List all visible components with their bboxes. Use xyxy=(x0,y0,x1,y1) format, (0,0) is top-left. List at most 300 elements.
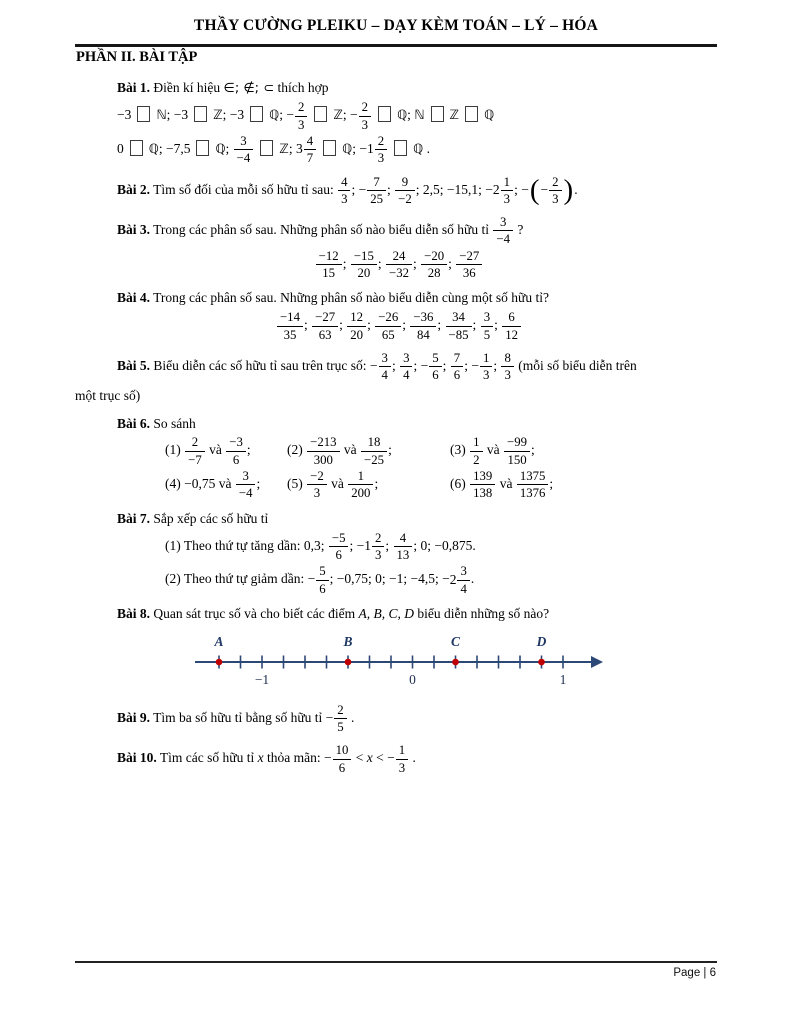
text: ; xyxy=(442,357,450,373)
fraction xyxy=(372,531,384,563)
number-set-symbol: ℚ xyxy=(484,108,495,124)
fraction xyxy=(502,310,521,342)
fraction-numerator: −26 xyxy=(375,310,401,326)
fraction-numerator: 3 xyxy=(400,351,412,367)
fraction xyxy=(316,564,328,596)
number-set-symbol: ℤ xyxy=(333,108,343,124)
text: (3) xyxy=(450,442,470,458)
number-set-symbol: ℕ xyxy=(156,108,167,124)
comparison-item xyxy=(287,435,450,467)
text: ; − xyxy=(464,357,479,373)
fraction-denominator: −32 xyxy=(388,266,409,281)
text: Trong các phân số sau. Những phân số nào biểu diễn số hữu tỉ xyxy=(150,222,493,238)
axis-arrowhead xyxy=(591,656,603,668)
text: ; xyxy=(493,357,501,373)
comparison-item xyxy=(165,435,287,467)
answer-box xyxy=(260,140,273,156)
number-set-symbol: ℕ xyxy=(414,108,425,124)
text: (4) −0,75 và xyxy=(165,476,235,492)
fraction-numerator: 34 xyxy=(446,310,472,326)
fraction-numerator: 5 xyxy=(316,564,328,580)
number-set-symbol: ℚ xyxy=(397,108,408,124)
exercise-bai-10 xyxy=(75,743,723,775)
text: ; 2,5; −15,1; − xyxy=(415,181,493,197)
answer-box xyxy=(137,106,150,122)
fraction xyxy=(316,249,342,281)
text: thích hợp xyxy=(274,80,329,95)
fraction-denominator: 3 xyxy=(341,191,348,206)
fraction-numerator: 1 xyxy=(396,743,408,759)
fraction-numerator: 10 xyxy=(333,743,352,759)
fraction-denominator: 7 xyxy=(306,151,314,166)
exercise-line xyxy=(75,510,723,529)
exercise-label: Bài 10. xyxy=(117,750,157,766)
fraction-denominator: 4 xyxy=(460,581,467,596)
fraction-denominator: 63 xyxy=(318,327,332,342)
fraction-numerator: 3 xyxy=(234,134,254,150)
text: 0 xyxy=(117,140,124,156)
fraction-denominator: 150 xyxy=(507,452,527,467)
text: và xyxy=(340,442,361,458)
fraction xyxy=(347,310,366,342)
document-header-title: THẦY CƯỜNG PLEIKU – DẠY KÈM TOÁN – LÝ – HÓA xyxy=(193,17,599,34)
fraction-denominator: 3 xyxy=(374,547,382,562)
fraction-denominator: −7 xyxy=(188,452,202,467)
fraction xyxy=(457,564,469,596)
fraction xyxy=(501,175,513,207)
mixed-whole: 2 xyxy=(492,181,500,197)
text: (1) xyxy=(165,442,185,458)
text: (6) xyxy=(450,476,470,492)
fraction-numerator: 2 xyxy=(375,134,387,150)
answer-box xyxy=(431,106,444,122)
fraction-denominator: 6 xyxy=(432,368,439,383)
exercise-label: Bài 6. xyxy=(117,415,151,431)
mixed-whole: 1 xyxy=(364,538,371,554)
text: ; xyxy=(256,476,261,492)
mixed-whole: 1 xyxy=(366,141,374,157)
fraction-denominator: 3 xyxy=(313,486,321,501)
fraction-denominator: 4 xyxy=(381,368,388,383)
fraction-denominator: 35 xyxy=(283,327,297,342)
point-label: A xyxy=(214,633,224,649)
text: ; xyxy=(339,317,347,333)
text: và xyxy=(496,476,516,492)
exercise-bai-3 xyxy=(75,215,723,280)
point-label: D xyxy=(536,633,547,649)
text: ? xyxy=(514,222,524,238)
number-set-symbol: ℚ xyxy=(413,141,424,157)
exercise-bai-4 xyxy=(75,289,723,342)
text: biểu diễn những số nào? xyxy=(413,605,550,621)
fraction-numerator: 3 xyxy=(481,310,493,326)
mixed-number xyxy=(296,134,317,166)
fraction-numerator: 24 xyxy=(386,249,412,265)
text: một trục số) xyxy=(75,387,141,403)
fraction-numerator: 2 xyxy=(185,435,205,451)
fraction-denominator: 3 xyxy=(552,191,559,206)
comparison-item xyxy=(450,469,553,501)
fraction-denominator: 2 xyxy=(473,452,480,467)
text: ; −3 xyxy=(166,107,189,123)
fraction-denominator: 6 xyxy=(232,452,240,467)
fraction-denominator: 65 xyxy=(381,327,395,342)
exercise-label: Bài 9. xyxy=(117,709,151,725)
exercise-line xyxy=(75,743,723,775)
text: − xyxy=(540,181,549,197)
text: (2) Theo thứ tự giảm dần: − xyxy=(165,571,316,587)
big-paren: ( xyxy=(529,174,540,207)
text: ; xyxy=(407,107,415,123)
fraction-denominator: 3 xyxy=(503,191,511,206)
text: ; xyxy=(472,317,480,333)
fraction-numerator: −27 xyxy=(312,310,338,326)
mixed-number xyxy=(364,531,385,563)
answer-box xyxy=(130,140,143,156)
text: ; xyxy=(531,442,535,458)
exercise-list xyxy=(75,70,723,775)
number-set-symbol: ℚ xyxy=(215,141,226,157)
exercise-line xyxy=(75,605,723,624)
fraction-numerator: 8 xyxy=(501,351,513,367)
fraction xyxy=(481,310,493,342)
fraction xyxy=(307,469,327,501)
fraction-denominator: 84 xyxy=(416,327,430,342)
fraction xyxy=(375,134,387,166)
exercise-line xyxy=(75,531,723,563)
exercise-line xyxy=(75,564,723,596)
text: . xyxy=(470,571,475,587)
text: ; − xyxy=(351,181,367,197)
number-set-symbol: ℤ xyxy=(279,141,289,157)
text: ; −3 xyxy=(222,107,245,123)
fraction-numerator: 139 xyxy=(470,469,495,485)
exercise-bai-7 xyxy=(75,510,723,596)
fraction xyxy=(226,435,246,467)
text: và xyxy=(483,442,504,458)
text: ; xyxy=(387,181,395,197)
fraction xyxy=(329,531,349,563)
text: (5) xyxy=(287,476,307,492)
answer-box xyxy=(378,106,391,122)
fraction xyxy=(351,249,377,281)
fraction xyxy=(312,310,338,342)
exercise-label: Bài 1. xyxy=(117,80,151,95)
fraction-numerator: 9 xyxy=(395,175,415,191)
exercise-line xyxy=(75,435,723,467)
fraction-numerator: −20 xyxy=(421,249,447,265)
text: So sánh xyxy=(150,415,196,431)
text: < xyxy=(352,750,367,766)
fraction-numerator: −27 xyxy=(456,249,482,265)
fraction xyxy=(367,175,386,207)
text: ; − xyxy=(342,107,358,123)
fraction-numerator: 7 xyxy=(367,175,386,191)
fraction-denominator: 3 xyxy=(504,368,511,383)
fraction-denominator: −4 xyxy=(236,151,251,166)
fraction xyxy=(456,249,482,281)
fraction-numerator: 6 xyxy=(502,310,521,326)
answer-box xyxy=(250,106,263,122)
math-variable: x xyxy=(366,750,373,766)
number-set-symbol: ℤ xyxy=(213,108,223,124)
point-dot xyxy=(345,659,352,666)
fraction-denominator: 138 xyxy=(473,486,493,501)
fraction-numerator: 1 xyxy=(480,351,492,367)
text: Biểu diễn các số hữu tỉ sau trên trục số: − xyxy=(150,357,378,373)
fraction-numerator: 4 xyxy=(394,531,413,547)
fraction-denominator: 25 xyxy=(370,191,384,206)
fraction xyxy=(446,310,472,342)
fraction xyxy=(234,134,254,166)
fraction xyxy=(236,469,256,501)
fraction xyxy=(470,469,495,501)
fraction-numerator: −3 xyxy=(226,435,246,451)
fraction-numerator: −2 xyxy=(307,469,327,485)
fraction-denominator: 5 xyxy=(337,720,344,735)
number-set-symbol: ℚ xyxy=(148,141,159,157)
text: ; − xyxy=(514,181,529,197)
fraction-numerator: 2 xyxy=(359,100,371,116)
math-variable: A, B, C, D xyxy=(358,605,414,621)
fraction-numerator: 1 xyxy=(348,469,373,485)
math-variable: x xyxy=(257,750,264,766)
fraction xyxy=(334,703,346,735)
fraction-numerator: 4 xyxy=(304,134,316,150)
mixed-number xyxy=(450,564,471,596)
exercise-bai-9 xyxy=(75,703,723,735)
axis-label: 0 xyxy=(409,671,416,687)
answer-box xyxy=(465,106,478,122)
text: ; xyxy=(437,317,445,333)
answer-box xyxy=(323,140,336,156)
text: . xyxy=(347,709,355,725)
axis-label: 1 xyxy=(559,671,567,687)
fraction-denominator: 1376 xyxy=(519,486,546,501)
fraction xyxy=(338,175,350,207)
text: ; xyxy=(377,255,385,271)
exercise-line xyxy=(75,387,723,406)
fraction-numerator: −12 xyxy=(316,249,342,265)
text: Điền kí hiệu xyxy=(150,80,224,95)
fraction xyxy=(480,351,492,383)
text: ; xyxy=(225,140,233,156)
text: ; − xyxy=(352,140,367,156)
fraction xyxy=(379,351,391,383)
fraction-denominator: 300 xyxy=(313,452,333,467)
text: ; xyxy=(288,140,296,156)
fraction-denominator: −4 xyxy=(238,486,253,501)
exercise-line xyxy=(75,215,723,247)
exercise-line xyxy=(75,415,723,434)
fraction xyxy=(549,175,561,207)
number-set-symbol: ℚ xyxy=(269,108,280,124)
text: ; xyxy=(494,317,502,333)
fraction xyxy=(493,215,513,247)
exercise-line xyxy=(75,79,723,98)
big-paren: ) xyxy=(563,174,574,207)
fraction xyxy=(394,531,413,563)
fraction xyxy=(501,351,513,383)
fraction xyxy=(386,249,412,281)
exercise-label: Bài 4. xyxy=(117,290,151,306)
point-dot xyxy=(216,659,223,666)
fraction xyxy=(429,351,441,383)
fraction xyxy=(333,743,352,775)
exercise-line xyxy=(75,310,723,342)
fraction-numerator: 1375 xyxy=(517,469,549,485)
exercise-label: Bài 3. xyxy=(117,222,151,238)
fraction-numerator: 3 xyxy=(493,215,513,231)
fraction-numerator: −15 xyxy=(351,249,377,265)
fraction-numerator: −99 xyxy=(504,435,530,451)
fraction xyxy=(504,435,530,467)
exercise-line xyxy=(75,100,723,132)
axis-label: −1 xyxy=(254,671,270,687)
exercise-line xyxy=(75,249,723,281)
fraction xyxy=(375,310,401,342)
comparison-item xyxy=(165,469,287,501)
comparison-item xyxy=(287,469,450,501)
exercise-label: Bài 2. xyxy=(117,181,151,197)
answer-box xyxy=(194,106,207,122)
fraction-denominator: 3 xyxy=(297,117,305,132)
fraction-denominator: 3 xyxy=(398,760,406,775)
fraction-numerator: 2 xyxy=(295,100,307,116)
text: ; − xyxy=(279,107,294,123)
exercise-line xyxy=(75,703,723,735)
fraction-numerator: −213 xyxy=(307,435,339,451)
mixed-whole: 2 xyxy=(449,571,457,587)
text: ; xyxy=(385,537,393,553)
exercise-bai-5 xyxy=(75,351,723,406)
fraction-numerator: 4 xyxy=(338,175,350,191)
point-dot xyxy=(538,659,545,666)
text: Tìm ba số hữu tỉ bằng số hữu tỉ − xyxy=(150,709,334,725)
text: ; −0,75; 0; −1; −4,5; − xyxy=(329,571,450,587)
exercise-line xyxy=(75,175,723,207)
fraction-denominator: 3 xyxy=(361,117,369,132)
text: ; xyxy=(246,442,251,458)
fraction xyxy=(410,310,436,342)
text: ; xyxy=(374,476,379,492)
mixed-whole: 3 xyxy=(295,141,303,157)
fraction-numerator: 18 xyxy=(361,435,387,451)
fraction xyxy=(348,469,373,501)
text: ; xyxy=(413,255,421,271)
text: ; xyxy=(402,317,410,333)
exercise-line xyxy=(75,351,723,383)
text: Sắp xếp các số hữu tỉ xyxy=(150,510,269,526)
fraction xyxy=(396,743,408,775)
point-dot xyxy=(452,659,459,666)
text: (mỗi số biểu diễn trên xyxy=(514,357,637,373)
fraction-denominator: 12 xyxy=(505,327,519,342)
fraction xyxy=(470,435,482,467)
fraction xyxy=(395,175,415,207)
fraction-numerator: −36 xyxy=(410,310,436,326)
fraction-numerator: 2 xyxy=(334,703,346,719)
mixed-number xyxy=(367,134,388,166)
exercise-bai-8 xyxy=(75,605,723,694)
fraction-denominator: −2 xyxy=(398,191,412,206)
fraction-denominator: 20 xyxy=(350,327,364,342)
exercise-line xyxy=(195,632,723,694)
fraction-denominator: 6 xyxy=(319,581,326,596)
fraction-denominator: 6 xyxy=(453,368,461,383)
fraction xyxy=(359,100,371,132)
text: thỏa mãn: − xyxy=(263,750,332,766)
fraction xyxy=(295,100,307,132)
header-rule xyxy=(75,44,717,47)
fraction-denominator: −25 xyxy=(364,452,385,467)
number-set-symbol: ℤ xyxy=(449,108,460,124)
math-symbols: ∈; ∉; ⊂ xyxy=(223,81,275,96)
text: −3 xyxy=(117,107,132,123)
text: . xyxy=(409,750,416,766)
text: ; − xyxy=(413,357,429,373)
text: Trong các phân số sau. Những phân số nào biểu diễn cùng một số hữu tỉ? xyxy=(150,290,549,306)
section-title: PHẦN II. BÀI TẬP xyxy=(76,49,198,65)
text: ; xyxy=(388,442,392,458)
text: Tìm số đối của mỗi số hữu tỉ sau: xyxy=(150,181,338,197)
fraction-denominator: 20 xyxy=(357,266,371,281)
point-label: C xyxy=(450,633,461,649)
text: Quan sát trục số và cho biết các điểm xyxy=(150,605,359,621)
fraction-denominator: 6 xyxy=(335,547,342,562)
fraction-numerator: 7 xyxy=(451,351,463,367)
fraction-numerator: 5 xyxy=(429,351,441,367)
text: Tìm các số hữu tỉ xyxy=(156,750,258,766)
text: ; xyxy=(549,476,554,492)
fraction-numerator: 3 xyxy=(457,564,469,580)
text: ; xyxy=(342,255,350,271)
fraction xyxy=(421,249,447,281)
text: ; xyxy=(303,317,312,333)
fraction-denominator: 3 xyxy=(482,368,490,383)
exercise-bai-1 xyxy=(75,79,723,166)
fraction xyxy=(307,435,339,467)
text: ; − xyxy=(349,537,365,553)
answer-box xyxy=(394,140,407,156)
fraction-numerator: −14 xyxy=(277,310,303,326)
fraction-denominator: 36 xyxy=(462,266,476,281)
fraction xyxy=(400,351,412,383)
text: . xyxy=(423,140,430,156)
text: . xyxy=(574,181,578,197)
text: (2) xyxy=(287,442,307,458)
exercise-label: Bài 8. xyxy=(117,605,151,621)
fraction-numerator: 3 xyxy=(236,469,256,485)
fraction xyxy=(451,351,463,383)
text: ; xyxy=(367,317,375,333)
fraction-denominator: 6 xyxy=(338,760,346,775)
number-set-symbol: ℚ xyxy=(342,141,353,157)
fraction-denominator: −85 xyxy=(448,327,469,342)
fraction-numerator: −5 xyxy=(329,531,349,547)
point-label: B xyxy=(343,633,353,649)
text: (1) Theo thứ tự tăng dần: 0,3; xyxy=(165,537,328,553)
fraction-numerator: 1 xyxy=(470,435,482,451)
text: và xyxy=(327,476,348,492)
fraction xyxy=(304,134,316,166)
page-number: Page | 6 xyxy=(673,967,716,979)
fraction-denominator: 3 xyxy=(377,151,385,166)
exercise-label: Bài 7. xyxy=(117,510,151,526)
exercise-bai-6 xyxy=(75,415,723,501)
text: ; 0; −0,875. xyxy=(413,537,476,553)
fraction xyxy=(361,435,387,467)
